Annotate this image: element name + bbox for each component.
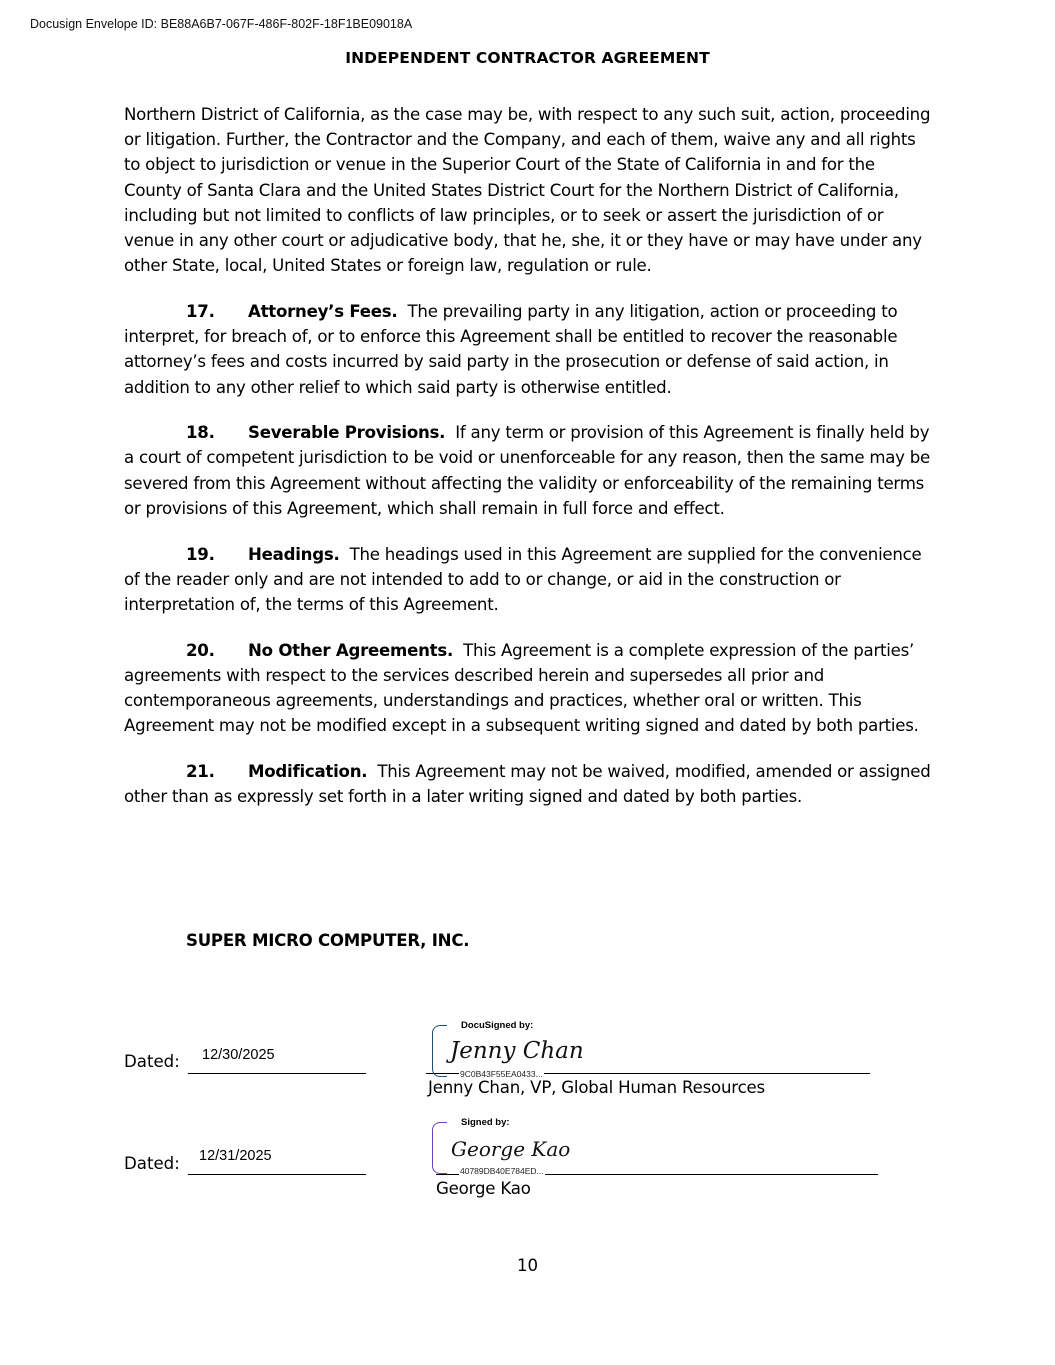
section-20 — [124, 638, 934, 739]
section-heading: Attorney’s Fees. — [248, 301, 398, 321]
section-18 — [124, 420, 934, 521]
dated-label: Dated: — [124, 1154, 180, 1173]
section-heading: No Other Agreements. — [248, 640, 454, 660]
section-text: The headings used in this Agreement are supplied for the convenience of the reader only and are not intended to add to or change, or aid in the construction or interpretation of, the terms of this Agreement. — [124, 544, 922, 614]
date-value: 12/31/2025 — [199, 1148, 272, 1164]
company-name: SUPER MICRO COMPUTER, INC. — [186, 931, 470, 950]
svg-text:George Kao: George Kao — [451, 1137, 571, 1161]
section-number: 20. — [186, 640, 215, 660]
date-value: 12/30/2025 — [202, 1047, 275, 1063]
section-text: If any term or provision of this Agreement is finally held by a court of competent jurisdiction to be void or unenforceable for any reason, then the same may be severed from this Agreement without affecting the validity or enforceability of the remaining terms or provisions of this Agreement, which shall remain in full force and effect. — [124, 423, 930, 518]
section-number: 18. — [186, 423, 215, 443]
signer-name: Jenny Chan, VP, Global Human Resources — [428, 1078, 765, 1097]
section-number: 21. — [186, 761, 215, 781]
docusign-box-label: DocuSigned by: — [461, 1020, 534, 1031]
signature-george-kao — [449, 1134, 571, 1166]
dated-label: Dated: — [124, 1052, 180, 1071]
page-number: 10 — [516, 1256, 539, 1275]
section-heading: Severable Provisions. — [248, 423, 446, 443]
docusign-box-label: Signed by: — [461, 1117, 510, 1128]
section-heading: Headings. — [248, 544, 340, 564]
section-19 — [124, 542, 934, 618]
signer-name: George Kao — [436, 1179, 531, 1198]
docusign-envelope-id: Docusign Envelope ID: BE88A6B7-067F-486F-802F-18F1BE09018A — [30, 17, 413, 31]
section-text: This Agreement is a complete expression of the parties’ agreements with respect to the services described herein and supersedes all prior and contemporaneous agreements, understandings and practices, whether oral or written. This Agreement may not be modified except in a subsequent writing signed and dated by both parties. — [124, 640, 919, 736]
section-number: 19. — [186, 544, 215, 564]
section-number: 17. — [186, 301, 215, 321]
docusign-box-bracket — [432, 1122, 447, 1174]
svg-text:Jenny Chan: Jenny Chan — [450, 1038, 584, 1064]
section-heading: Modification. — [248, 761, 368, 781]
section-17 — [124, 299, 934, 400]
signature-jenny-chan — [448, 1034, 584, 1068]
section-21 — [124, 759, 934, 809]
date-underline — [188, 1174, 366, 1175]
docusign-hash: 40789DB40E784ED... — [460, 1166, 544, 1176]
agreement-body — [124, 102, 934, 830]
docusign-hash: 9C0B43F55EA0433... — [460, 1069, 543, 1079]
section-text: This Agreement may not be waived, modified, amended or assigned other than as expressly set forth in a later writing signed and dated by both parties. — [124, 761, 931, 807]
docusign-box-bracket — [432, 1025, 447, 1077]
date-underline — [188, 1073, 366, 1074]
section-text: The prevailing party in any litigation, action or proceeding to interpret, for breach of, or to enforce this Agreement shall be entitled to recover the reasonable attorney’s fees and costs incurred by said party in the prosecution or defense of said action, in addition to any other relief to which said party is otherwise entitled. — [124, 301, 898, 397]
intro-paragraph: Northern District of California, as the case may be, with respect to any such suit, action, proceeding or litigation. Further, the Contractor and the Company, and each of them, waive any and all rights to object to jurisdiction or venue in the Superior Court of the State of California in and for the County of Santa Clara and the United States District Court for the Northern District of California, including but not limited to conflicts of law principles, or to seek or assert the jurisdiction of or venue in any other court or adjudicative body, that he, she, it or they have or may have under any other State, local, United States or foreign law, regulation or rule. — [124, 105, 931, 276]
document-title: INDEPENDENT CONTRACTOR AGREEMENT — [345, 49, 710, 67]
